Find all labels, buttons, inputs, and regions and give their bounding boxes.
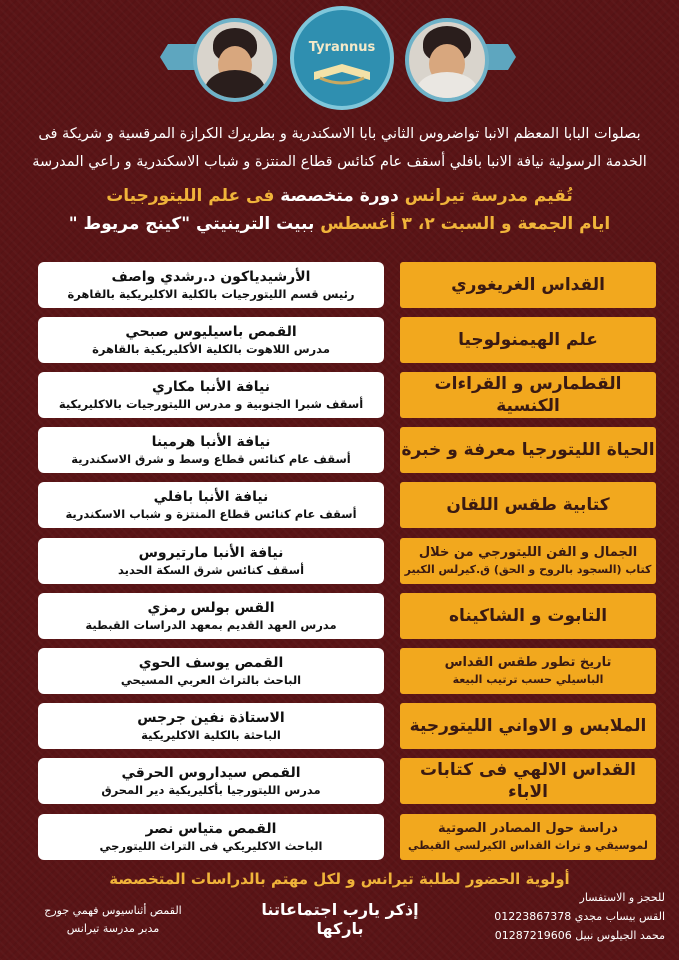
speaker-description: أسقف عام كنائس قطاع المنتزة و شباب الاسكندرية bbox=[65, 507, 357, 521]
speaker-name: نيافة الأنبا مارتيروس bbox=[138, 545, 284, 561]
schedule-row bbox=[0, 593, 679, 639]
bishop-portrait-right bbox=[405, 18, 489, 102]
course-announcement bbox=[20, 182, 659, 238]
contact-line-1: القس بيساب مجدي 01223867378 bbox=[494, 910, 665, 923]
topic-line: علم الهيمنولوجيا bbox=[458, 330, 598, 350]
speaker-card bbox=[38, 262, 384, 308]
topic-line-2: الباسيلي حسب ترتيب البيعة bbox=[452, 673, 604, 686]
session-topic bbox=[400, 703, 656, 749]
speaker-description: مدرس العهد القديم بمعهد الدراسات القبطية bbox=[85, 618, 337, 632]
bishop-portrait-left bbox=[193, 18, 277, 102]
topic-line-2: لموسيقي و تراث القداس الكيرلسي القبطي bbox=[408, 839, 648, 852]
schedule-row bbox=[0, 317, 679, 363]
schedule-row bbox=[0, 703, 679, 749]
speaker-description: الباحث بالتراث العربي المسيحي bbox=[120, 673, 302, 687]
topic-line: القطمارس و القراءات الكنسية bbox=[434, 374, 622, 416]
speaker-card bbox=[38, 814, 384, 860]
speaker-name: الاستاذة نفين جرجس bbox=[137, 710, 285, 726]
speaker-name: القس بولس رمزي bbox=[147, 600, 275, 616]
header-logos bbox=[0, 6, 679, 106]
speaker-card bbox=[38, 648, 384, 694]
schedule-row bbox=[0, 262, 679, 308]
announcement-dates: ايام الجمعة و السبت ٢، ٣ أغسطس bbox=[320, 214, 611, 234]
topic-line-2: كتاب (السجود بالروح و الحق) ق.كيرلس الكبير bbox=[404, 563, 652, 576]
contact-line-2: محمد الجيلوس نبيل 01287219606 bbox=[494, 929, 665, 942]
topic-line: القداس الالهي فى كتابات الاباء bbox=[420, 760, 636, 802]
speaker-name: نيافة الأنبا هرمينا bbox=[151, 434, 271, 450]
speaker-description: مدرس الليتورجيا بأكليريكية دير المحرق bbox=[101, 783, 321, 797]
speaker-name: القمص سيداروس الحرقي bbox=[121, 765, 301, 781]
session-topic bbox=[400, 427, 656, 473]
schedule-row bbox=[0, 648, 679, 694]
announcement-part-1: تُقيم مدرسة تيرانس bbox=[404, 186, 573, 206]
speaker-card bbox=[38, 703, 384, 749]
intro-line-2: الخدمة الرسولية نيافة الانبا بافلي أسقف عام كنائس قطاع المنتزة و شباب الاسكندرية و راعي المدرسة bbox=[32, 154, 647, 170]
speaker-card bbox=[38, 538, 384, 584]
announcement-part-2: دورة متخصصة bbox=[280, 186, 399, 206]
announcement-venue: ببيت الترينيتي "كينج مريوط " bbox=[68, 214, 315, 234]
session-topic bbox=[400, 372, 656, 418]
speaker-card bbox=[38, 593, 384, 639]
topic-line: الجمال و الفن الليتورجي من خلال bbox=[418, 545, 638, 560]
footer-prayer: إذكر يارب اجتماعاتنا باركها bbox=[261, 900, 419, 938]
speaker-description: الباحث الاكليريكي فى التراث الليتورجي bbox=[99, 839, 323, 853]
speaker-description: أسقف شبرا الجنوبية و مدرس الليتورجيات بالاكليريكية bbox=[58, 397, 364, 411]
logo-text: Tyrannus bbox=[308, 40, 376, 55]
speaker-name: القمص يوسف الحوي bbox=[138, 655, 284, 671]
session-topic bbox=[400, 538, 656, 584]
school-logo bbox=[290, 6, 394, 110]
topic-line: تاريخ تطور طقس القداس bbox=[444, 655, 612, 670]
director-name: القمص أثناسيوس فهمي جورج bbox=[44, 904, 182, 917]
schedule-row bbox=[0, 482, 679, 528]
book-icon bbox=[294, 10, 390, 106]
speaker-description: أسقف كنائس شرق السكة الحديد bbox=[117, 563, 305, 577]
topic-line: دراسة حول المصادر الصوتية bbox=[438, 821, 618, 836]
schedule-row bbox=[0, 372, 679, 418]
director-role: مدبر مدرسة تيرانس bbox=[66, 922, 160, 935]
intro-line-1: بصلوات البابا المعظم الانبا تواضروس الثاني بابا الاسكندرية و بطريرك الكرازة المرقسية و شريكة فى bbox=[38, 126, 641, 142]
speaker-card bbox=[38, 758, 384, 804]
speaker-name: نيافة الأنبا بافلي bbox=[153, 489, 269, 505]
speaker-card bbox=[38, 427, 384, 473]
topic-line: الملابس و الاواني الليتورجية bbox=[409, 716, 647, 736]
session-topic bbox=[400, 482, 656, 528]
speaker-card bbox=[38, 372, 384, 418]
speaker-description: رئيس قسم الليتورجيات بالكلية الاكليريكية بالقاهرة bbox=[67, 287, 355, 301]
topic-line: الحياة الليتورجيا معرفة و خبرة bbox=[401, 440, 655, 460]
speaker-description: مدرس اللاهوت بالكلية الأكليريكية بالقاهرة bbox=[92, 342, 330, 356]
session-topic bbox=[400, 814, 656, 860]
speaker-description: الباحثة بالكلية الاكليريكية bbox=[141, 728, 281, 742]
speaker-description: أسقف عام كنائس قطاع وسط و شرق الاسكندرية bbox=[71, 452, 351, 466]
speaker-card bbox=[38, 317, 384, 363]
speaker-name: نيافة الأنبا مكاري bbox=[151, 379, 271, 395]
session-topic bbox=[400, 262, 656, 308]
session-topic bbox=[400, 317, 656, 363]
schedule-row bbox=[0, 538, 679, 584]
schedule-row bbox=[0, 427, 679, 473]
speaker-name: القمص متياس نصر bbox=[145, 821, 277, 837]
footer-contacts bbox=[480, 888, 665, 945]
contact-title: للحجز و الاستفسار bbox=[579, 891, 665, 904]
schedule-row bbox=[0, 758, 679, 804]
topic-line: التابوت و الشاكيناه bbox=[448, 606, 608, 626]
schedule-row bbox=[0, 814, 679, 860]
priority-note: أولوية الحضور لطلبة تيرانس و لكل مهتم بالدراسات المتخصصة bbox=[109, 870, 570, 888]
speaker-name: القمص باسيليوس صبحي bbox=[125, 324, 297, 340]
session-topic bbox=[400, 758, 656, 804]
speaker-name: الأرشيدياكون د.رشدي واصف bbox=[111, 269, 311, 285]
intro-text bbox=[20, 120, 659, 176]
session-topic bbox=[400, 648, 656, 694]
topic-line: كتابية طقس اللقان bbox=[446, 495, 610, 515]
announcement-part-3: فى علم الليتورجيات bbox=[106, 186, 275, 206]
session-topic bbox=[400, 593, 656, 639]
topic-line: القداس الغريغوري bbox=[451, 275, 605, 295]
speaker-card bbox=[38, 482, 384, 528]
footer-director bbox=[18, 902, 208, 938]
